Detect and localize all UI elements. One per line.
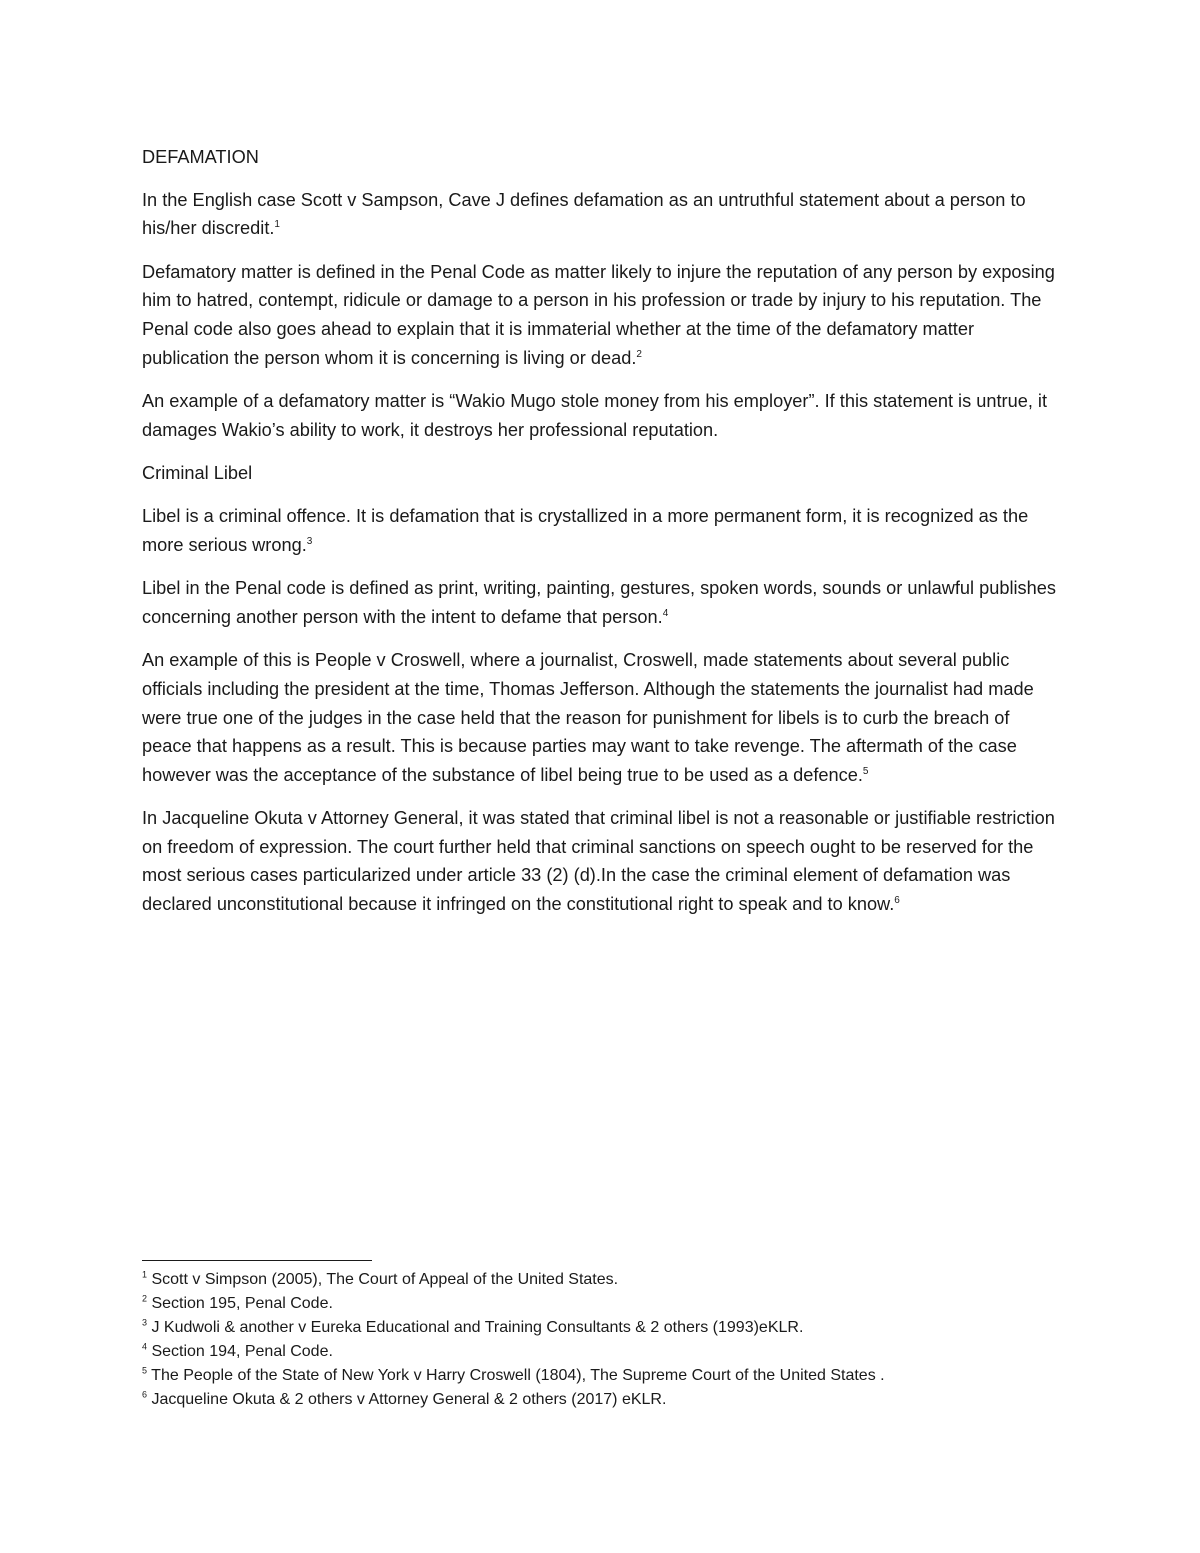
- footnote-text: J Kudwoli & another v Eureka Educational and Training Consultants & 2 others (1993)eKLR.: [147, 1319, 804, 1337]
- paragraph-penal-code-definition: [142, 258, 1062, 372]
- paragraph-text: An example of this is People v Croswell, where a journalist, Croswell, made statements about several public officials including the president at the time, Thomas Jefferson. Although the statements the journalist had made were true one of the judges in the case held that the reason for punishment for libels is to curb the breach of peace that happens as a result. This is because parties may want to take revenge. The aftermath of the case however was the acceptance of the substance of libel being true to be used as a defence.: [142, 650, 1034, 785]
- document-body: [142, 143, 1062, 934]
- paragraph-text: Libel is a criminal offence. It is defamation that is crystallized in a more permanent form, it is recognized as the more serious wrong.: [142, 505, 1029, 555]
- footnote-item: [142, 1340, 1092, 1364]
- paragraph-example: [142, 387, 1062, 444]
- paragraph-libel-offence: [142, 502, 1062, 559]
- footnote-reference: 4: [662, 607, 669, 619]
- footnote-reference: 6: [894, 895, 900, 906]
- footnote-text: Jacqueline Okuta & 2 others v Attorney General & 2 others (2017) eKLR.: [147, 1391, 667, 1409]
- footnote-item: [142, 1268, 1092, 1292]
- footnote-item: [142, 1292, 1092, 1316]
- footnote-number: 4: [142, 1341, 148, 1352]
- paragraph-definition: [142, 186, 1062, 243]
- footnote-text: Section 194, Penal Code.: [147, 1343, 333, 1361]
- section-heading: Criminal Libel: [142, 463, 253, 484]
- paragraph-text: Defamatory matter is defined in the Penal Code as matter likely to injure the reputation of any person by exposing him to hatred, contempt, ridicule or damage to a person in his profession or trade by injury to his reputation. The Penal code also goes ahead to explain that it is immaterial whether at the time of the defamatory matter publication the person whom it is concerning is living or dead.: [142, 261, 1055, 368]
- footnote-reference: 1: [274, 219, 280, 231]
- paragraph-text: An example of a defamatory matter is “Wakio Mugo stole money from his employer”. If this statement is untrue, it damages Wakio’s ability to work, it destroys her professional reputation.: [142, 391, 1048, 440]
- document-title: DEFAMATION: [142, 147, 259, 167]
- paragraph-okuta-case: [142, 804, 1062, 918]
- footnote-number: 5: [142, 1366, 148, 1377]
- paragraph-libel-definition: [142, 574, 1062, 631]
- footnote-text: Section 195, Penal Code.: [147, 1295, 333, 1313]
- footnote-item: [142, 1364, 1092, 1388]
- footnote-number: 1: [142, 1269, 148, 1280]
- footnote-reference: 2: [636, 348, 642, 360]
- footnote-item: [142, 1316, 1092, 1340]
- paragraph-text: In the English case Scott v Sampson, Cave J defines defamation as an untruthful statement about a person to his/her discredit.: [142, 189, 1026, 239]
- footnote-reference: 5: [862, 765, 869, 777]
- footnote-text: The People of the State of New York v Harry Croswell (1804), The Supreme Court of the United States .: [147, 1367, 885, 1385]
- footnote-item: [142, 1388, 1092, 1412]
- paragraph-text: Libel in the Penal code is defined as print, writing, painting, gestures, spoken words, sounds or unlawful publishes concerning another person with the intent to defame that person.: [142, 578, 1056, 627]
- footnote-number: 6: [142, 1390, 148, 1401]
- footnote-reference: 3: [306, 535, 313, 547]
- footnote-number: 3: [142, 1317, 148, 1328]
- paragraph-croswell-case: [142, 646, 1062, 789]
- footnotes: [142, 1268, 1092, 1413]
- footnote-text: Scott v Simpson (2005), The Court of Appeal of the United States.: [147, 1271, 619, 1288]
- footnote-number: 2: [142, 1293, 148, 1304]
- footnote-separator: [142, 1260, 372, 1261]
- paragraph-text: In Jacqueline Okuta v Attorney General, it was stated that criminal libel is not a reasonable or justifiable restriction on freedom of expression. The court further held that criminal sanctions on speech ought to be reserved for the most serious cases particularized under article 33 (2) (d).In the case the criminal element of defamation was declared unconstitutional because it infringed on the constitutional right to speak and to know.: [142, 808, 1055, 915]
